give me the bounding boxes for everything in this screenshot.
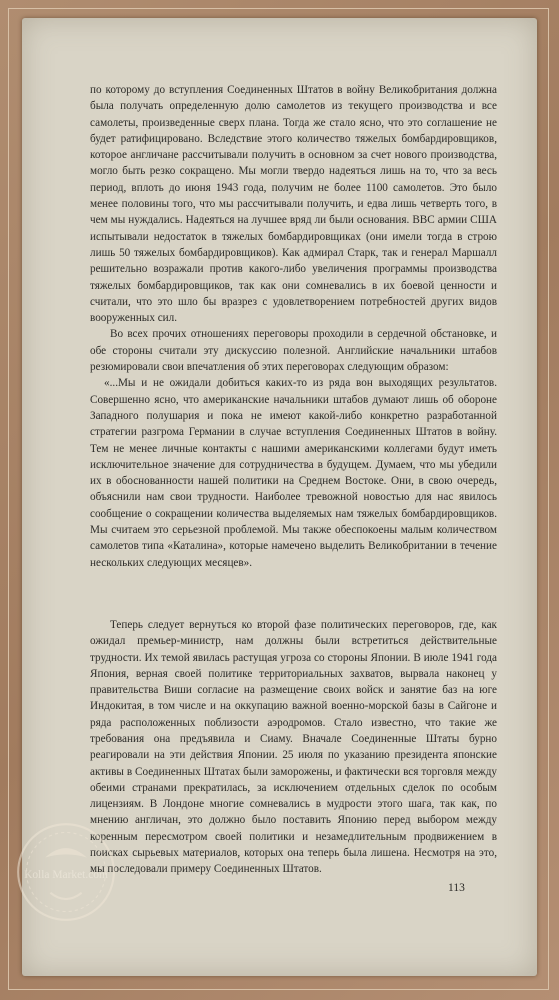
- paragraph-2: Во всех прочих отношениях переговоры проходили в сердечной обстановке, и обе стороны считали эту дискуссию полезной. Английские начальники штабов резюмировали свои впечатления об этих переговорах следующим образом:: [90, 328, 497, 374]
- page-number: 113: [448, 882, 465, 894]
- quotation: «...Мы и не ожидали добиться каких-то из ряда вон выходящих результатов. Совершенно ясно, что американские начальники штабов думают лишь об обороне Западного полушария и пока не имеют какой-либо конкретно разработанной стратегии разгрома Германии в случае вступления Соединенных Штатов в войну. Тем не менее личные контакты с нашими американскими коллегами будут иметь исключительное значение для сотрудничества в будущем. Думаем, что мы убедили их в обоснованности нашей политики на Среднем Востоке. Они, в свою очередь, объяснили нам свои трудности. Наиболее тревожной новостью для нас явилось сообщение о сокращении количества выделяемых нам тяжелых бомбардировщиков. Мы считаем это серьезной проблемой. Мы также обеспокоены малым количеством самолетов типа «Каталина», которые намечено выделить Великобритании в течение нескольких следующих месяцев».: [90, 377, 497, 569]
- svg-text:Kolla Market.com: Kolla Market.com: [24, 869, 108, 882]
- paragraph-1: по которому до вступления Соединенных Штатов в войну Великобритания должна была получать определенную долю самолетов из текущего производства и все самолеты, произведенные сверх плана. Тогда же стало ясно, что это соглашение не будет ратифицировано. Вследствие этого количество тяжелых бомбардировщиков, которое англичане рассчитывали получить в основном за счет нового производства, могло быть резко сокращено. Мы могли твердо надеяться лишь на то, что за весь период, вплоть до июня 1943 года, получим не более 1100 самолетов. Это было менее половины того, что мы рассчитывали получить, и едва лишь четверть того, в чем мы нуждались. Надеяться на лучшее вряд ли были основания. ВВС армии США испытывали недостаток в тяжелых бомбардировщиках (они имели тогда в строю лишь 50 тяжелых бомбардировщиков). Как адмирал Старк, так и генерал Маршалл решительно возражали против какого-либо увеличения программы производства тяжелых бомбардировщиков, так как они сомневались в их боевой ценности и считали, что это шло бы вразрез с удовлетворением потребностей других видов вооруженных сил.: [90, 84, 497, 325]
- kolla-market-watermark-logo: [14, 820, 118, 924]
- page-body: [90, 82, 497, 878]
- paragraph-3: Теперь следует вернуться ко второй фазе политических переговоров, где, как ожидал премьер-министр, нам должны были встретиться действительные трудности. Их темой явилась растущая угроза со стороны Японии. В июле 1941 года Япония, верная своей политике территориальных захватов, вырвала наконец у правительства Виши согласие на размещение своих войск и занятие баз на юге Индокитая, в том числе и на оккупацию важной военно-морской базы в Сайгоне и ряда расположенных поблизости аэродромов. Стало известно, что такие же требования она предъявила и Сиаму. Вначале Соединенные Штаты бурно реагировали на эти действия Японии. 25 июля по указанию президента японские активы в Соединенных Штатах были заморожены, и фактически вся торговля между обеими странами прекратилась, за исключением отдельных сделок по особым лицензиям. В Лондоне многие сомневались в мудрости этого шага, так как, по мнению англичан, это должно было поставить Японию перед выбором между коренным пересмотром своей политики и незамедлительным продвижением в поисках сырьевых материалов, которых она теперь была лишена. Несмотря на это, мы последовали примеру Соединенных Штатов.: [90, 618, 497, 876]
- section-gap: [90, 571, 497, 617]
